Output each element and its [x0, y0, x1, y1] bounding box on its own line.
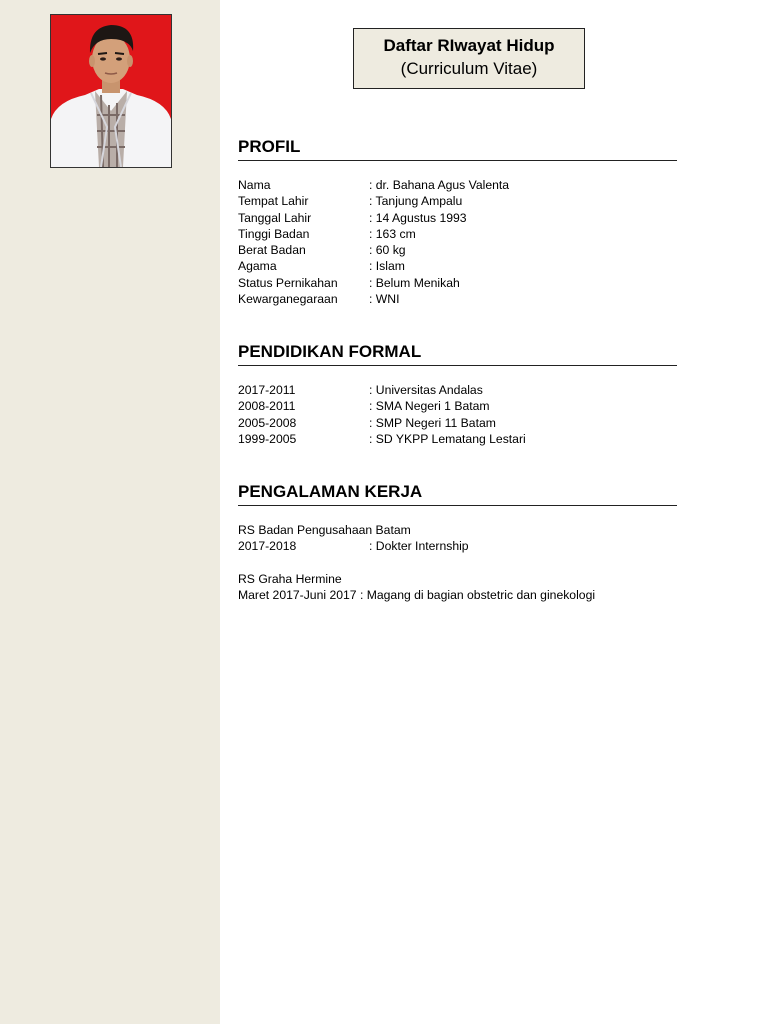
education-section: [238, 341, 677, 447]
education-row: [238, 382, 677, 398]
section-heading: PENDIDIKAN FORMAL: [238, 341, 677, 366]
profile-row: [238, 177, 677, 193]
experience-row: [238, 587, 677, 603]
spacer: [238, 555, 677, 571]
experience-place: [238, 522, 677, 538]
experience-row: [238, 538, 677, 554]
row-value: : 14 Agustus 1993: [369, 210, 467, 225]
education-list: [238, 382, 677, 447]
education-school: : SMP Negeri 11 Batam: [369, 415, 496, 430]
profile-section: [238, 136, 677, 307]
row-value: : Islam: [369, 259, 405, 274]
education-school: : SMA Negeri 1 Batam: [369, 399, 490, 414]
profile-photo: [50, 14, 172, 168]
education-years: 2005-2008: [238, 415, 297, 430]
education-row: [238, 398, 677, 414]
row-value: : WNI: [369, 292, 400, 307]
row-value: : 163 cm: [369, 226, 416, 241]
row-label: Berat Badan: [238, 243, 306, 258]
experience-place: [238, 571, 677, 587]
row-label: Tinggi Badan: [238, 226, 310, 241]
profile-row: [238, 275, 677, 291]
profile-row: [238, 291, 677, 307]
education-years: 2008-2011: [238, 399, 296, 414]
profile-row: [238, 258, 677, 274]
section-heading: PROFIL: [238, 136, 677, 161]
experience-period: 2017-2018: [238, 539, 297, 554]
experience-section: [238, 481, 677, 603]
row-value: : Tanjung Ampalu: [369, 194, 463, 209]
profile-row: [238, 226, 677, 242]
profile-row: [238, 193, 677, 209]
portrait-image: [51, 15, 171, 167]
row-label: Tanggal Lahir: [238, 210, 312, 225]
profile-row: [238, 210, 677, 226]
document-subtitle: (Curriculum Vitae): [400, 59, 538, 78]
profile-list: [238, 177, 677, 307]
row-value: : 60 kg: [369, 243, 406, 258]
experience-line: Maret 2017-Juni 2017 : Magang di bagian obstetric dan ginekologi: [238, 588, 596, 603]
education-school: : SD YKPP Lematang Lestari: [369, 431, 526, 446]
education-years: 1999-2005: [238, 431, 297, 446]
experience-place-text: RS Badan Pengusahaan Batam: [238, 523, 411, 537]
row-label: Agama: [238, 259, 277, 274]
education-years: 2017-2011: [238, 383, 296, 397]
row-label: Status Pernikahan: [238, 275, 338, 290]
experience-role: : Dokter Internship: [369, 539, 469, 554]
document-title: Daftar RIwayat Hidup: [383, 36, 555, 55]
experience-place-text: RS Graha Hermine: [238, 571, 342, 586]
education-row: [238, 431, 677, 447]
row-label: Tempat Lahir: [238, 194, 309, 209]
row-label: Kewarganegaraan: [238, 292, 338, 307]
profile-row: [238, 242, 677, 258]
section-heading: PENGALAMAN KERJA: [238, 481, 677, 506]
education-row: [238, 415, 677, 431]
row-value: : dr. Bahana Agus Valenta: [369, 178, 510, 192]
row-value: : Belum Menikah: [369, 275, 460, 290]
experience-list: [238, 522, 677, 603]
education-school: : Universitas Andalas: [369, 383, 483, 397]
document-title-box: [353, 28, 585, 89]
row-label: Nama: [238, 178, 271, 192]
